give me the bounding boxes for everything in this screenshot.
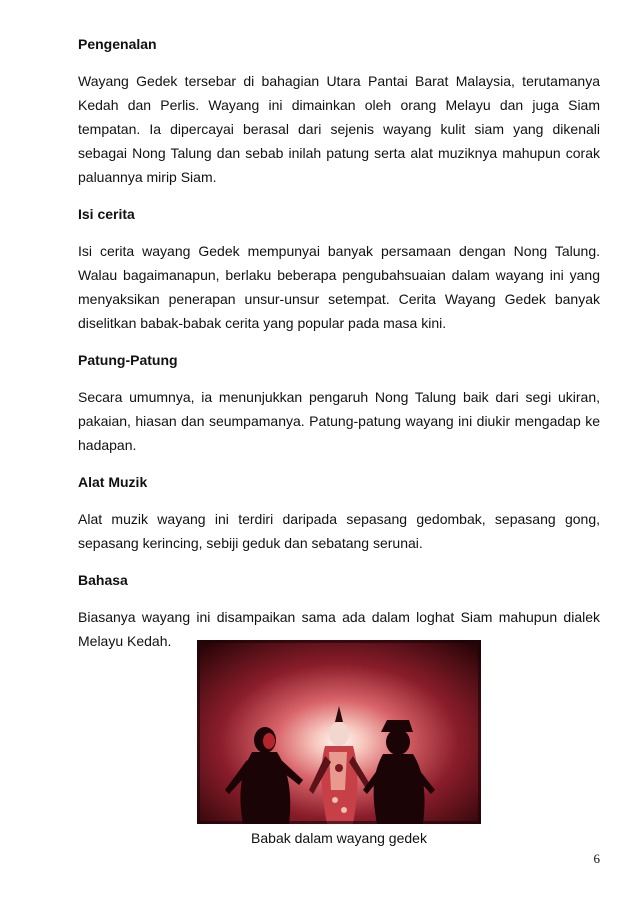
page-number: 6 (593, 851, 600, 866)
figure-caption: Babak dalam wayang gedek (251, 830, 427, 846)
section-body-pengenalan: Wayang Gedek tersebar di bahagian Utara Pantai Barat Malaysia, terutamanya Kedah dan Perlis. Wayang ini dimainkan oleh orang Melayu dan juga Siam tempatan. Ia dipercayai berasal dari sejenis wayang kulit siam yang dikenali sebagai Nong Talung dan sebab inilah patung serta alat muziknya mahupun corak paluannya mirip Siam. (78, 73, 600, 185)
section-body-alat-muzik: Alat muzik wayang ini terdiri daripada sepasang gedombak, sepasang gong, sepasang kerincing, sebiji geduk dan sebatang serunai. (78, 511, 600, 551)
section-body-isi-cerita: Isi cerita wayang Gedek mempunyai banyak persamaan dengan Nong Talung. Walau bagaimanapun, berlaku beberapa pengubahsuaian dalam wayang ini yang menyaksikan penerapan unsur-unsur setempat. Cerita Wayang Gedek banyak diselitkan babak-babak cerita yang popular pada masa kini. (78, 243, 600, 331)
shadow-puppet-illustration (197, 640, 481, 824)
section-heading-pengenalan: Pengenalan (78, 36, 157, 52)
shadow-puppet-photo (197, 640, 481, 824)
section-heading-isi-cerita: Isi cerita (78, 206, 135, 222)
section-body-patung-patung: Secara umumnya, ia menunjukkan pengaruh Nong Talung baik dari segi ukiran, pakaian, hiasan dan seumpamanya. Patung-patung wayang ini diukir mengadap ke hadapan. (78, 389, 600, 453)
section-heading-alat-muzik: Alat Muzik (78, 474, 148, 490)
section-body-bahasa: Biasanya wayang ini disampaikan sama ada dalam loghat Siam mahupun dialek Melayu Kedah. (78, 609, 600, 649)
document-body (78, 34, 600, 668)
section-heading-bahasa: Bahasa (78, 572, 128, 588)
section-heading-patung-patung: Patung-Patung (78, 352, 178, 368)
